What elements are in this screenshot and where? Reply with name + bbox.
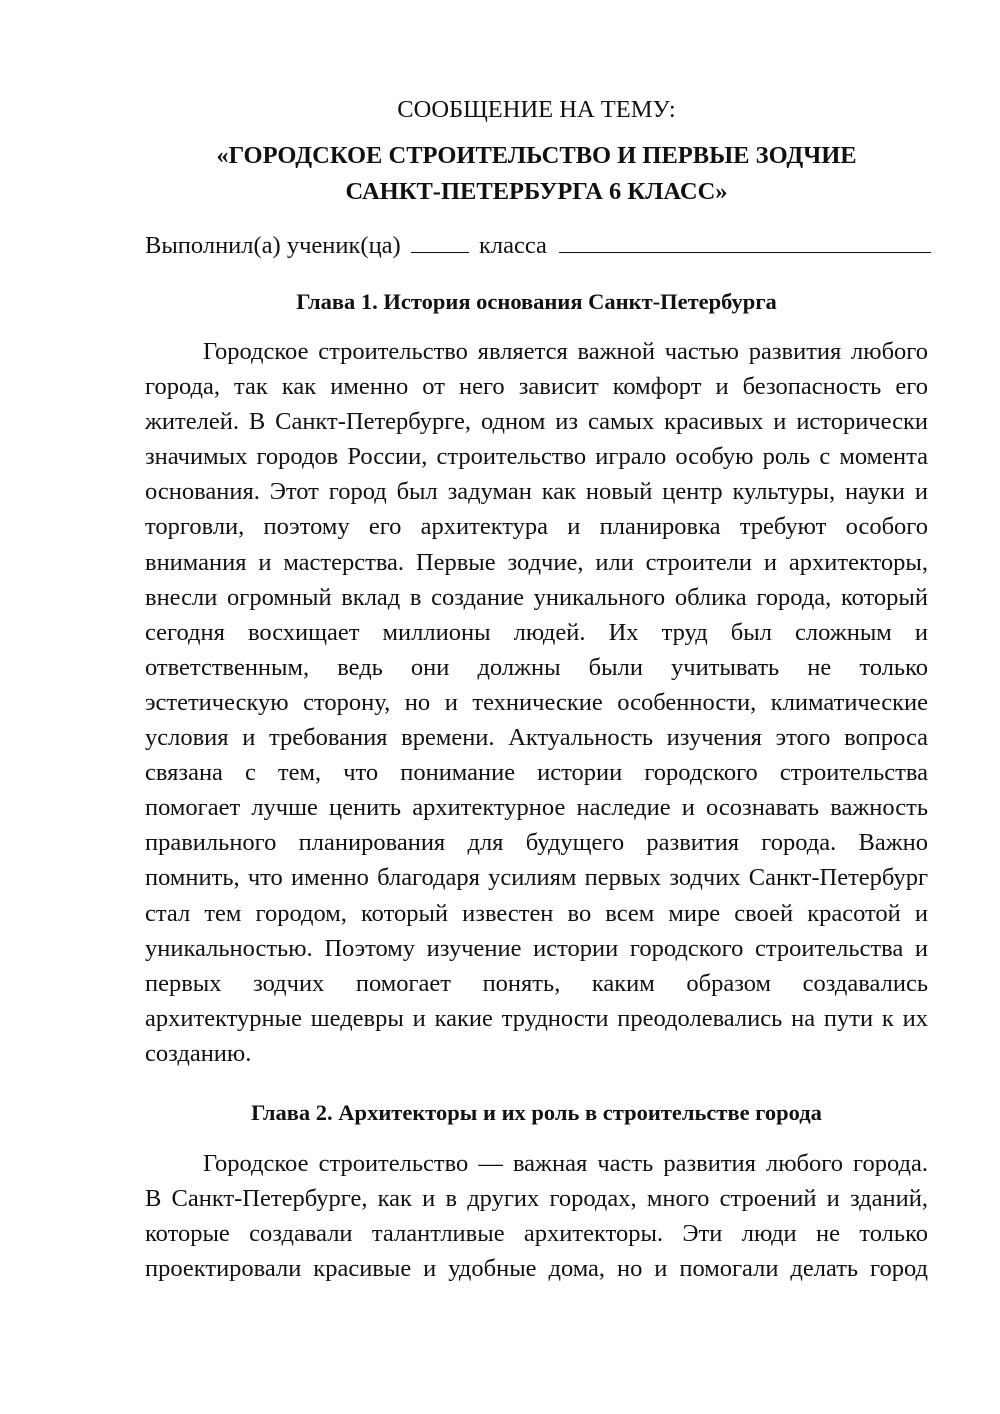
title-line-1: «ГОРОДСКОЕ СТРОИТЕЛЬСТВО И ПЕРВЫЕ ЗОДЧИЕ — [216, 142, 857, 169]
paragraph-line: ответственным, ведь они должны были учитывать не только — [145, 653, 928, 681]
paragraph-line: первых зодчих помогает понять, каким образом создавались — [145, 969, 928, 997]
paragraph-line: помогает лучше ценить архитектурное наследие и осознавать важность — [145, 794, 928, 822]
paragraph-line: эстетическую сторону, но и технические особенности, климатические — [145, 688, 928, 716]
author-prefix: Выполнил(а) ученик(ца) — [145, 232, 401, 259]
title-line-2: САНКТ-ПЕТЕРБУРГА 6 КЛАСС» — [345, 178, 728, 205]
chapter-2-paragraph — [145, 1146, 928, 1286]
paragraph-line: условия и требования времени. Актуальность изучения этого вопроса — [145, 724, 928, 752]
paragraph-line: основания. Этот город был задуман как новый центр культуры, науки и — [145, 478, 928, 506]
paragraph-line: внесли огромный вклад в создание уникального облика города, который — [145, 583, 928, 611]
paragraph-line: Городское строительство — важная часть развития любого города. — [203, 1150, 928, 1177]
paragraph-line: стал тем городом, который известен во всем мире своей красотой и — [145, 899, 928, 927]
paragraph-line: помнить, что именно благодаря усилиям первых зодчих Санкт-Петербург — [145, 864, 928, 892]
author-line — [145, 228, 928, 263]
paragraph-line: внимания и мастерства. Первые зодчие, или строители и архитекторы, — [145, 548, 928, 576]
paragraph-line: торговли, поэтому его архитектура и планировка требуют особого — [145, 513, 928, 541]
paragraph-line: города, так как именно от него зависит комфорт и безопасность его — [145, 373, 928, 401]
paragraph-line: архитектурные шедевры и какие трудности преодолевались на пути к их — [145, 1004, 928, 1032]
paragraph-line: правильного планирования для будущего развития города. Важно — [145, 829, 928, 857]
paragraph-line: Городское строительство является важной частью развития любого — [203, 338, 928, 365]
chapter-2-heading: Глава 2. Архитекторы и их роль в строительстве города — [251, 1100, 822, 1125]
paragraph-line: значимых городов России, строительство играло особую роль с момента — [145, 443, 928, 471]
paragraph-line: В Санкт-Петербурге, как и в других городах, много строений и зданий, — [145, 1185, 928, 1213]
paragraph-line: проектировали красивые и удобные дома, но и помогали делать город — [145, 1255, 928, 1283]
grade-blank — [411, 228, 469, 253]
paragraph-line: созданию. — [145, 1039, 252, 1067]
paragraph-line: жителей. В Санкт-Петербурге, одном из самых красивых и исторически — [145, 408, 928, 436]
name-blank — [559, 228, 931, 253]
author-middle: класса — [478, 232, 547, 259]
chapter-1-paragraph — [145, 334, 928, 1071]
paragraph-line: уникальностью. Поэтому изучение истории городского строительства и — [145, 934, 928, 962]
paragraph-line: сегодня восхищает миллионы людей. Их труд был сложным и — [145, 618, 928, 646]
chapter-1-heading: Глава 1. История основания Санкт-Петербурга — [296, 289, 777, 314]
document-title — [145, 138, 928, 210]
paragraph-line: которые создавали талантливые архитекторы. Эти люди не только — [145, 1220, 928, 1248]
document-header — [145, 92, 928, 127]
header-text: СООБЩЕНИЕ НА ТЕМУ: — [397, 96, 676, 123]
paragraph-line: связана с тем, что понимание истории городского строительства — [145, 759, 928, 787]
